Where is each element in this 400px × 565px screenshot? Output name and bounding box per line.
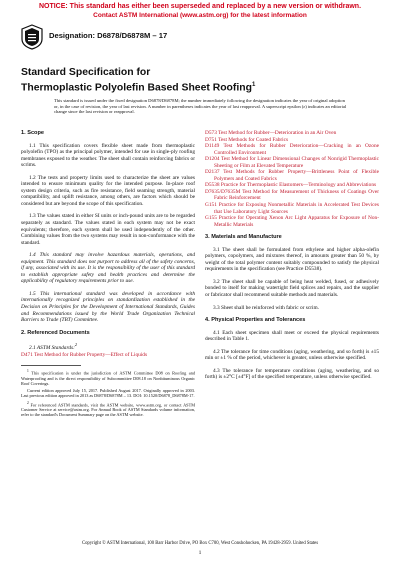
scope-1-4: 1.4 This standard may involve hazardous materials, operations, and equipment. This standard does not purport to address all of the safety concerns, if any, associated with its use. It is the responsibility of the user of this standard to establish appropriate safety and health practices and determine the applicability of regulatory requirements prior to use. [21, 252, 195, 285]
astm-standards-label: 2.1 ASTM Standards:$^2$ [29, 342, 78, 351]
physical-heading: 4. Physical Properties and Tolerances [205, 317, 306, 324]
reference-item [205, 202, 379, 215]
reference-title[interactable]: Test Method for Linear Dimensional Changes of Nonrigid Thermoplastic Sheeting or Film at Elevated Temperature [214, 156, 379, 169]
reference-link[interactable]: G151 [205, 202, 217, 209]
reference-title[interactable]: Test Method for Measurement of Thickness of Coatings Over Fabric Reinforcement [214, 188, 379, 202]
reference-title[interactable]: Test Methods for Coated Fabrics [218, 136, 289, 143]
reference-item [205, 143, 379, 156]
notice-line-2: Contact ASTM International (www.astm.org) for the latest information [93, 12, 307, 19]
reference-link[interactable]: D2137 [205, 169, 220, 176]
reference-item [205, 189, 379, 202]
reference-link[interactable]: D7635/D7635M [205, 188, 241, 195]
left-column [21, 130, 195, 420]
reference-item [21, 352, 195, 359]
issue-note: This standard is issued under the fixed designation D6878/D6878M; the number immediately following the designation indicates the year of original adoption or, in the case of revision, the year of last revision. A number in parentheses indicates the year of last reapproval. A superscript epsilon (ε) indicates an editorial change since the last revision or reapproval. [54, 98, 347, 115]
footnote-1-edition: Current edition approved July 15, 2017. Published August 2017. Originally approved in 2003. Last previous edition approved in 2013 as D6878/D6878M – 13. DOI: 10.1520/D6878_D6878M-17. [21, 388, 195, 399]
materials-heading: 3. Materials and Manufacture [205, 234, 282, 241]
physical-4-2: 4.2 The tolerance for time conditions (aging, weathering, and so forth) is ±15 min or ±1 % of the period, whichever is greater, unless otherwise specified. [205, 348, 379, 362]
physical-4-3: 4.3 The tolerance for temperature conditions (aging, weathering, and so forth) is ±2°C [±4°F] of the specified temperature, unless otherwise specified. [205, 367, 379, 381]
copyright-footer: Copyright © ASTM International, 100 Barr Harbor Drive, PO Box C700, West Conshohocken, PA 19428-2959. United States [81, 541, 319, 546]
page-number: 1 [198, 550, 202, 556]
withdrawn-notice [0, 2, 400, 20]
referenced-heading: 2. Referenced Documents [21, 329, 90, 336]
right-reference-list [205, 130, 379, 228]
scope-1-2: 1.2 The tests and property limits used to characterize the sheet are values intended to ensure minimum quality for the intended purpose. In-place roof system design criteria, such as fire resistance, field seaming strength, material compatibility, and uplift resistance, among others, are factors which should be considered but are beyond the scope of this specification. [21, 174, 195, 207]
reference-title[interactable]: Test Method for Rubber—Deterioration in an Air Oven [218, 130, 337, 136]
reference-link[interactable]: D573 [205, 130, 217, 136]
materials-3-1: 3.1 The sheet shall be formulated from ethylene and higher alpha-olefin polymers, copolymers, and mixtures thereof, in amounts greater than 50 %, by weight of the total polymer content suitably compounded to satisfy the physical requirements in the specification (see Practice D5538). [205, 246, 379, 273]
reference-item [205, 169, 379, 182]
physical-4-1: 4.1 Each sheet specimen shall meet or exceed the physical requirements described in Table 1. [205, 329, 379, 343]
reference-link[interactable]: D471 [21, 351, 33, 358]
astm-logo-icon [21, 24, 43, 50]
notice-line-1: NOTICE: This standard has either been superseded and replaced by a new version or withdrawn. [38, 3, 362, 10]
designation: Designation: D6878/D6878M – 17 [49, 31, 168, 40]
left-reference-list [21, 352, 195, 359]
scope-1-5: 1.5 This international standard was developed in accordance with internationally recognized principles on standardization established in the Decision on Principles for the Development of International Standards, Guides and Recommendations issued by the World Trade Organization Technical Barriers to Trade (TBT) Committee. [21, 290, 195, 324]
scope-heading: 1. Scope [21, 130, 45, 136]
scope-1-1: 1.1 This specification covers flexible sheet made from thermoplastic polyolefin (TPO) as the principal polymer, intended for use in single-ply roofing membranes exposed to the weather. The sheet shall contain reinforcing fabrics or scrims. [21, 142, 195, 169]
reference-link[interactable]: D1149 [205, 143, 220, 150]
scope-1-3: 1.3 The values stated in either SI units or inch-pound units are to be regarded separately as standard. The values stated in each system may not be exact equivalents; therefore, each system shall be used independently of the other. Combining values from the two systems may result in non-conformance with the standard. [21, 213, 195, 246]
reference-item [205, 156, 379, 169]
reference-link[interactable]: D751 [205, 136, 217, 143]
reference-title[interactable]: Test Method for Rubber Property—Effect of Liquids [34, 351, 148, 358]
reference-title[interactable]: Practice for Thermoplastic Elastomers—Terminology and Abbreviations [220, 182, 377, 189]
materials-3-2: 3.2 The sheet shall be capable of being heat welded, fused, or adhesively bonded to itself for making watertight field splices and repairs, and the supplier or fabricator shall recommend suitable methods and materials. [205, 278, 379, 299]
reference-link[interactable]: D1204 [205, 156, 220, 163]
reference-item [205, 215, 379, 228]
footnote-1: $^1$ This specification is under the jurisdiction of ASTM Committee D08 on Roofing and Waterproofing and is the direct responsibility of Subcommittee D08.18 on Nonbituminous Organic Roof Coverings. [21, 369, 195, 386]
reference-link[interactable]: G155 [205, 215, 217, 222]
reference-link[interactable]: D5538 [205, 182, 220, 189]
right-column [205, 130, 379, 387]
reference-title[interactable]: Practice for Operating Xenon Arc Light Apparatus for Exposure of Non-Metallic Materials [214, 215, 379, 228]
footnote-2: $^2$ For referenced ASTM standards, visit the ASTM website, www.astm.org, or contact ASTM Customer Service at service@astm.org. For Annual Book of ASTM Standards volume information, refer to the standard's Document Summary page on the ASTM website. [21, 400, 196, 418]
title-footnote-mark: 1 [251, 82, 256, 88]
page-title [21, 67, 381, 94]
reference-title[interactable]: Practice for Exposing Nonmetallic Materials in Accelerated Test Devices that Use Laboratory Light Sources [214, 202, 379, 215]
title-line-1: Standard Specification for [21, 67, 151, 78]
materials-3-3: 3.3 Sheet shall be reinforced with fabric or scrim. [213, 304, 319, 311]
reference-title[interactable]: Test Methods for Rubber Deterioration—Cracking in an Ozone Controlled Environment [214, 143, 379, 156]
reference-title[interactable]: Test Methods for Rubber Property—Brittleness Point of Flexible Polymers and Coated Fabrics [214, 169, 379, 182]
footnote-divider [21, 365, 81, 366]
title-line-2: Thermoplastic Polyolefin Based Sheet Roofing [21, 82, 252, 94]
